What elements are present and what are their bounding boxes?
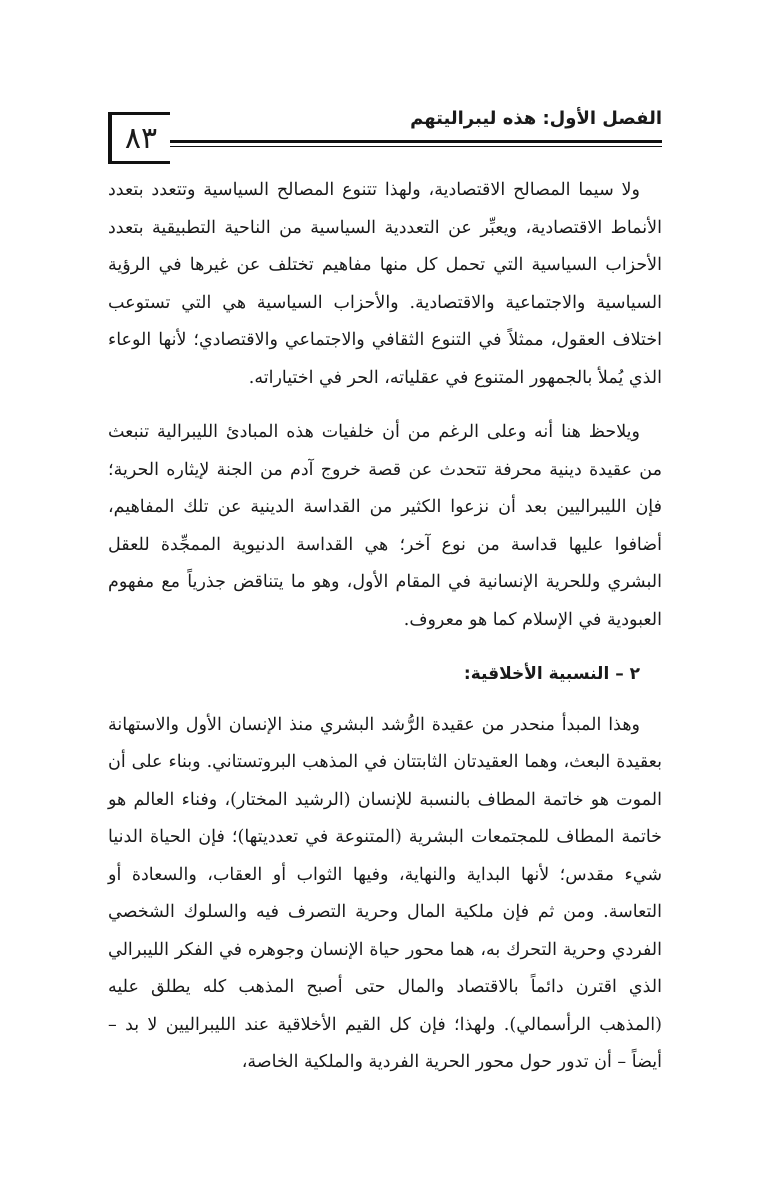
header-rule-thin bbox=[170, 146, 662, 147]
paragraph: ولا سيما المصالح الاقتصادية، ولهذا تتنوع المصالح السياسية وتتعدد بتعدد الأنماط الاقتصادية، ويعبِّر عن التعددية السياسية من الناحية التطبيقية بتعدد الأحزاب السياسية التي تحمل كل منها مفاهيم تختلف عن غيرها في الرؤية السياسية والاجتماعية والاقتصادية. والأحزاب السياسية هي التي تستوعب اختلاف العقول، ممثلاً في التنوع الثقافي والاجتماعي والاقتصادي؛ لأنها الوعاء الذي يُملأ بالجمهور المتنوع في عقلياته، الحر في اختياراته. bbox=[108, 180, 662, 388]
page-number: ٨٣ bbox=[108, 112, 170, 164]
header-rule bbox=[170, 140, 662, 143]
paragraph: وهذا المبدأ منحدر من عقيدة الرُّشد البشري منذ الإنسان الأول والاستهانة بعقيدة البعث، وهما العقيدتان الثابتتان في المذهب البروتستاني. وبناء على أن الموت هو خاتمة المطاف بالنسبة للإنسان (الرشيد المختار)، وفناء العالم هو خاتمة المطاف للمجتمعات البشرية (المتنوعة في تعدديتها)؛ فإن الحياة الدنيا شيء مقدس؛ لأنها البداية والنهاية، وفيها الثواب أو العقاب، والسعادة أو التعاسة. ومن ثم فإن ملكية المال وحرية التصرف فيه والسلوك الشخصي الفردي وحرية التحرك به، هما محور حياة الإنسان وجوهره في الفكر الليبرالي الذي اقترن دائماً بالاقتصاد والمال حتى أصبح المذهب كله يطلق عليه (المذهب الرأسمالي). ولهذا؛ فإن كل القيم الأخلاقية عند الليبراليين لا بد – أيضاً – أن تدور حول محور الحرية الفردية والملكية الخاصة، bbox=[108, 714, 662, 1072]
running-header-title: الفصل الأول: هذه ليبراليتهم bbox=[410, 108, 662, 129]
section-heading: ٢ – النسبية الأخلاقية: bbox=[463, 664, 640, 684]
body-text bbox=[108, 172, 662, 1099]
paragraph: ويلاحظ هنا أنه وعلى الرغم من أن خلفيات هذه المبادئ الليبرالية تنبعث من عقيدة دينية محرفة تتحدث عن قصة خروج آدم من الجنة لإيثاره الحرية؛ فإن الليبراليين بعد أن نزعوا الكثير من القداسة الدينية عن تلك المفاهيم، أضافوا عليها قداسة من نوع آخر؛ هي القداسة الدنيوية الممجِّدة للعقل البشري وللحرية الإنسانية في المقام الأول، وهو ما يتناقض جذرياً مع مفهوم العبودية في الإسلام كما هو معروف. bbox=[108, 422, 662, 630]
